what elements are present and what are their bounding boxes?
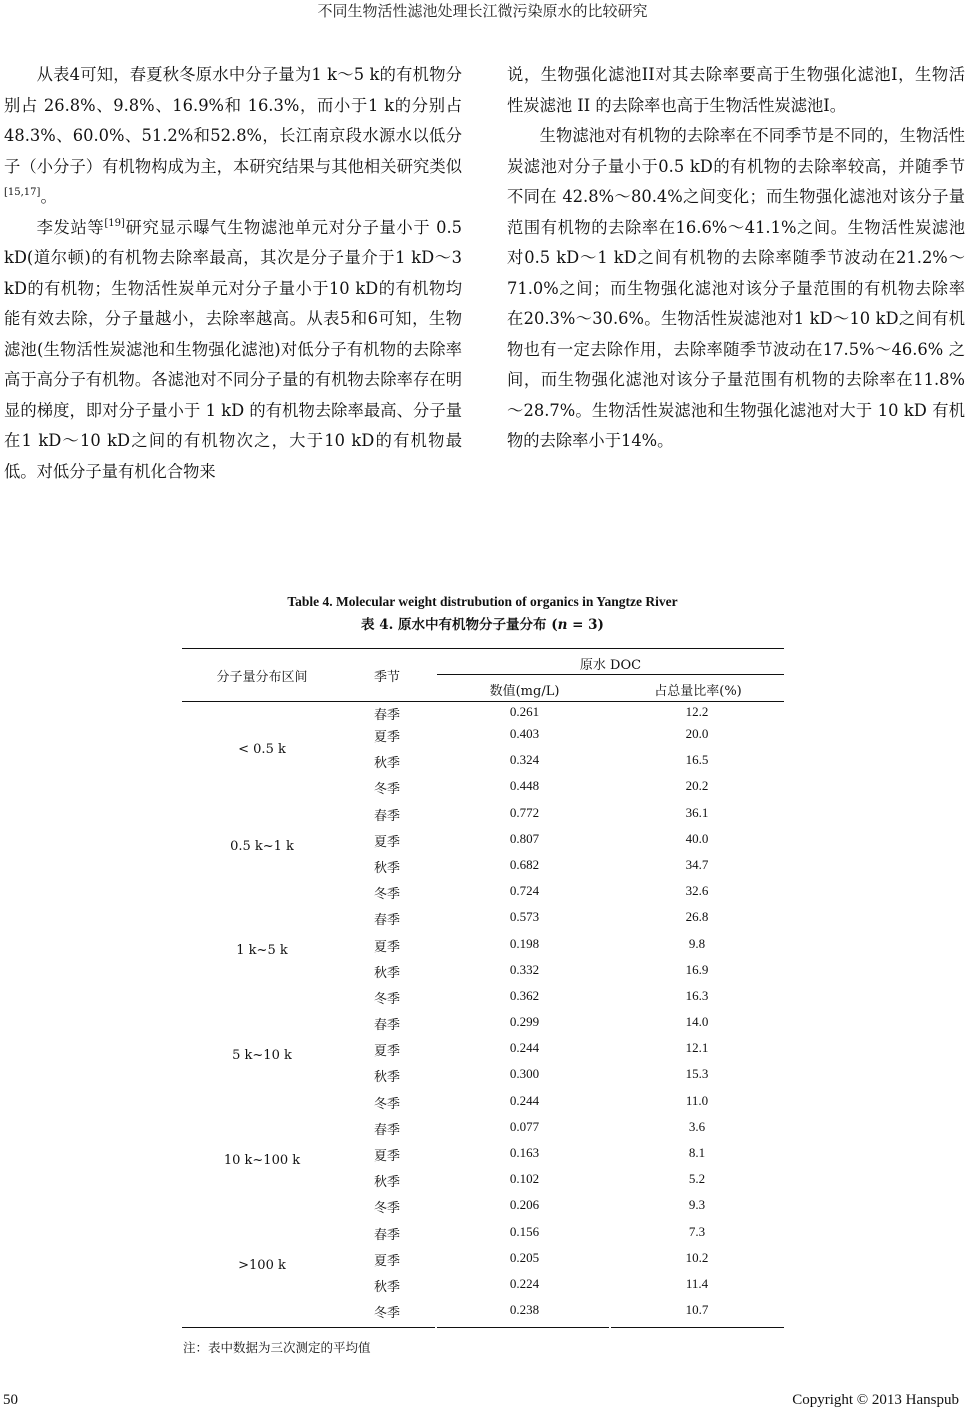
- table-row: [182, 1117, 784, 1143]
- value-cell: 0.163: [509, 1145, 540, 1160]
- percent-cell: 5.2: [688, 1171, 706, 1187]
- table-row: [182, 1248, 784, 1274]
- percent-cell: 9.8: [688, 935, 706, 951]
- season-cell: 夏季: [373, 1149, 400, 1164]
- table-row: [182, 702, 784, 724]
- paragraph-text: 李发站等: [36, 217, 105, 237]
- percent-cell: 12.1: [685, 1040, 709, 1056]
- season-cell: 夏季: [373, 730, 400, 745]
- value-cell: 0.198: [509, 935, 540, 951]
- left-column: [4, 60, 462, 487]
- paragraph: [4, 213, 462, 488]
- table-row: [182, 881, 784, 907]
- value-cell: 0.244: [509, 1040, 540, 1056]
- value-cell: 0.724: [509, 883, 540, 899]
- page-number: 50: [3, 1392, 18, 1408]
- season-cell: 春季: [373, 1018, 400, 1034]
- table-row: [182, 986, 784, 1012]
- column-header-value: 数值(mg/L): [489, 684, 560, 699]
- value-cell: 0.299: [509, 1014, 540, 1030]
- column-header-season: 季节: [373, 670, 400, 685]
- paragraph: [4, 60, 462, 213]
- table-row: [182, 776, 784, 802]
- value-cell: 0.807: [509, 830, 540, 846]
- percent-cell: 7.3: [688, 1223, 706, 1239]
- season-cell: 冬季: [373, 1306, 400, 1322]
- season-cell: 夏季: [373, 1253, 400, 1269]
- season-cell: 春季: [373, 708, 400, 723]
- table-caption-en: Table 4. Molecular weight distrubution of organics in Yangtze River: [287, 594, 678, 609]
- season-cell: 秋季: [373, 1070, 400, 1086]
- season-cell: 夏季: [373, 834, 400, 850]
- table-row: [182, 724, 784, 750]
- season-cell: 冬季: [373, 991, 400, 1007]
- range-label: 0.5 k~1 k: [230, 838, 294, 854]
- value-cell: 0.244: [509, 1092, 540, 1108]
- column-header-range: 分子量分布区间: [216, 670, 308, 685]
- value-cell: 0.238: [509, 1302, 540, 1318]
- table-row: [182, 1169, 784, 1195]
- citation[interactable]: [15,17]: [4, 187, 41, 198]
- value-cell: 0.102: [509, 1171, 540, 1187]
- season-cell: 夏季: [373, 939, 400, 955]
- table-row: [182, 829, 784, 855]
- table-doc-rule: [437, 674, 784, 675]
- table-note: 注：表中数据为三次测定的平均值: [183, 1340, 371, 1355]
- percent-cell: 11.4: [685, 1275, 709, 1291]
- season-cell: 春季: [373, 1227, 400, 1243]
- table-group: [182, 1222, 784, 1327]
- table-group: [182, 907, 784, 1012]
- percent-cell: 16.3: [685, 987, 709, 1003]
- table-row: [182, 1091, 784, 1117]
- paragraph: 说，生物强化滤池II对其去除率要高于生物强化滤池I，生物活性炭滤池 II 的去除率也高于生物活性炭滤池I。: [507, 65, 965, 115]
- percent-cell: 10.7: [685, 1302, 709, 1318]
- percent-cell: 8.1: [688, 1145, 706, 1160]
- percent-cell: 15.3: [685, 1066, 709, 1082]
- paragraph-end: 。: [40, 187, 57, 206]
- caption-paren: (: [546, 617, 558, 633]
- value-cell: 0.300: [509, 1066, 540, 1082]
- season-cell: 冬季: [373, 1201, 400, 1217]
- table-bottom-rule: [437, 1327, 609, 1328]
- table-caption-zh: [0, 613, 965, 633]
- table-row: [182, 960, 784, 986]
- table-group: [182, 1117, 784, 1222]
- table-row: [182, 1143, 784, 1169]
- percent-cell: 26.8: [685, 909, 709, 925]
- percent-cell: 10.2: [685, 1249, 709, 1265]
- table-row: [182, 1038, 784, 1064]
- season-cell: 秋季: [373, 965, 400, 981]
- table-group: [182, 803, 784, 908]
- table-group: [182, 702, 784, 803]
- paragraph: 生物滤池对有机物的去除率在不同季节是不同的，生物活性炭滤池对分子量小于0.5 kD的有机物的去除率较高，并随季节不同在 42.8%～80.4%之间变化；而生物强化滤池对该分子量范围有机物的去除率在16.6%～41.1%之间。生物活性炭滤池对0.5 kD～1 kD之间有机物的去除率随季节波动在21.2%～71.0%之间；而生物强化滤池对该分子量范围的有机物去除率在20.3%～30.6%。生物活性炭滤池对1 kD～10 kD之间有机物也有一定去除作用，去除率随季节波动在17.5%～46.6% 之间，而生物强化滤池对该分子量范围有机物的去除率在11.8%～28.7%。生物活性炭滤池和生物强化滤池对大于 10 kD 有机物的去除率小于14%。: [507, 126, 965, 450]
- value-cell: 0.206: [509, 1197, 540, 1213]
- table-row: [182, 1274, 784, 1300]
- caption-text: 表 4. 原水中有机物分子量分布: [361, 617, 547, 633]
- range-label: 10 k~100 k: [223, 1152, 301, 1168]
- season-cell: 春季: [373, 913, 400, 929]
- season-cell: 秋季: [373, 1279, 400, 1295]
- percent-cell: 14.0: [685, 1014, 709, 1030]
- value-cell: 0.261: [509, 704, 540, 719]
- percent-cell: 12.2: [685, 704, 709, 719]
- table-row: [182, 1064, 784, 1090]
- percent-cell: 40.0: [685, 830, 709, 846]
- value-cell: 0.077: [509, 1118, 540, 1134]
- right-column: [507, 60, 965, 457]
- table-row: [182, 907, 784, 933]
- caption-n-value: = 3): [567, 617, 604, 633]
- season-cell: 冬季: [373, 782, 400, 798]
- percent-cell: 34.7: [685, 856, 709, 872]
- table-bottom-rule: [611, 1327, 784, 1328]
- table-row: [182, 1195, 784, 1221]
- season-cell: 冬季: [373, 887, 400, 903]
- season-cell: 夏季: [373, 1044, 400, 1060]
- paragraph-text: 研究显示曝气生物滤池单元对分子量小于 0.5 kD(道尔顿)的有机物去除率最高，其次是分子量介于1 kD～3 kD的有机物；生物活性炭单元对分子量小于10 kD的有机物均能有效去除，分子量越小，去除率越高。从表5和6可知，生物滤池(生物活性炭滤池和生物强化滤池)对低分子有机物的去除率高于高分子有机物。各滤池对不同分子量的有机物去除率存在明显的梯度，即对分子量小于 1 kD 的有机物去除率最高、分子量在1 kD～10 kD之间的有机物次之，大于10 kD的有机物最低。对低分子量有机化合物来: [4, 217, 462, 481]
- table-row: [182, 750, 784, 776]
- value-cell: 0.332: [509, 961, 540, 977]
- value-cell: 0.205: [509, 1249, 540, 1265]
- season-cell: 春季: [373, 808, 400, 824]
- table-bottom-rule: [182, 1327, 435, 1328]
- season-cell: 冬季: [373, 1096, 400, 1112]
- percent-cell: 36.1: [685, 804, 709, 820]
- table-row: [182, 934, 784, 960]
- table-row: [182, 1300, 784, 1326]
- value-cell: 0.403: [509, 726, 540, 741]
- running-header: 不同生物活性滤池处理长江微污染原水的比较研究: [317, 2, 648, 20]
- table-body: [182, 702, 784, 1326]
- column-header-doc: 原水 DOC: [579, 658, 642, 673]
- value-cell: 0.573: [509, 909, 540, 925]
- caption-n: n: [557, 617, 568, 633]
- range-label: >100 k: [238, 1257, 286, 1273]
- value-cell: 0.324: [509, 752, 540, 768]
- paragraph-text: 从表4可知，春夏秋冬原水中分子量为1 k～5 k的有机物分别占 26.8%、9.8%、16.9%和 16.3%，而小于1 k的分别占48.3%、60.0%、51.2%和52.8%，长江南京段水源水以低分子（小分子）有机物构成为主，本研究结果与其他相关研究类似: [4, 65, 462, 176]
- range-label: < 0.5 k: [238, 742, 286, 757]
- percent-cell: 16.9: [685, 961, 709, 977]
- table-top-rule: [182, 648, 784, 649]
- value-cell: 0.156: [509, 1223, 540, 1239]
- season-cell: 春季: [373, 1122, 400, 1138]
- range-label: 5 k~10 k: [232, 1048, 292, 1064]
- column-header-percent: 占总量比率(%): [654, 684, 742, 699]
- range-label: 1 k~5 k: [236, 943, 288, 959]
- season-cell: 秋季: [373, 1175, 400, 1191]
- copyright: Copyright © 2013 Hanspub: [792, 1392, 959, 1408]
- percent-cell: 9.3: [688, 1197, 706, 1213]
- table-row: [182, 803, 784, 829]
- value-cell: 0.682: [509, 856, 540, 872]
- percent-cell: 3.6: [688, 1118, 706, 1134]
- season-cell: 秋季: [373, 756, 400, 772]
- percent-cell: 11.0: [685, 1092, 709, 1108]
- table-group: [182, 1012, 784, 1117]
- value-cell: 0.772: [509, 804, 540, 820]
- table-row: [182, 1012, 784, 1038]
- table-row: [182, 1222, 784, 1248]
- citation[interactable]: [19]: [104, 217, 125, 229]
- percent-cell: 20.0: [685, 726, 709, 741]
- value-cell: 0.224: [509, 1275, 540, 1291]
- percent-cell: 32.6: [685, 883, 709, 899]
- season-cell: 秋季: [373, 860, 400, 876]
- percent-cell: 20.2: [685, 778, 709, 794]
- table-row: [182, 855, 784, 881]
- value-cell: 0.362: [509, 987, 540, 1003]
- value-cell: 0.448: [509, 778, 540, 794]
- percent-cell: 16.5: [685, 752, 709, 768]
